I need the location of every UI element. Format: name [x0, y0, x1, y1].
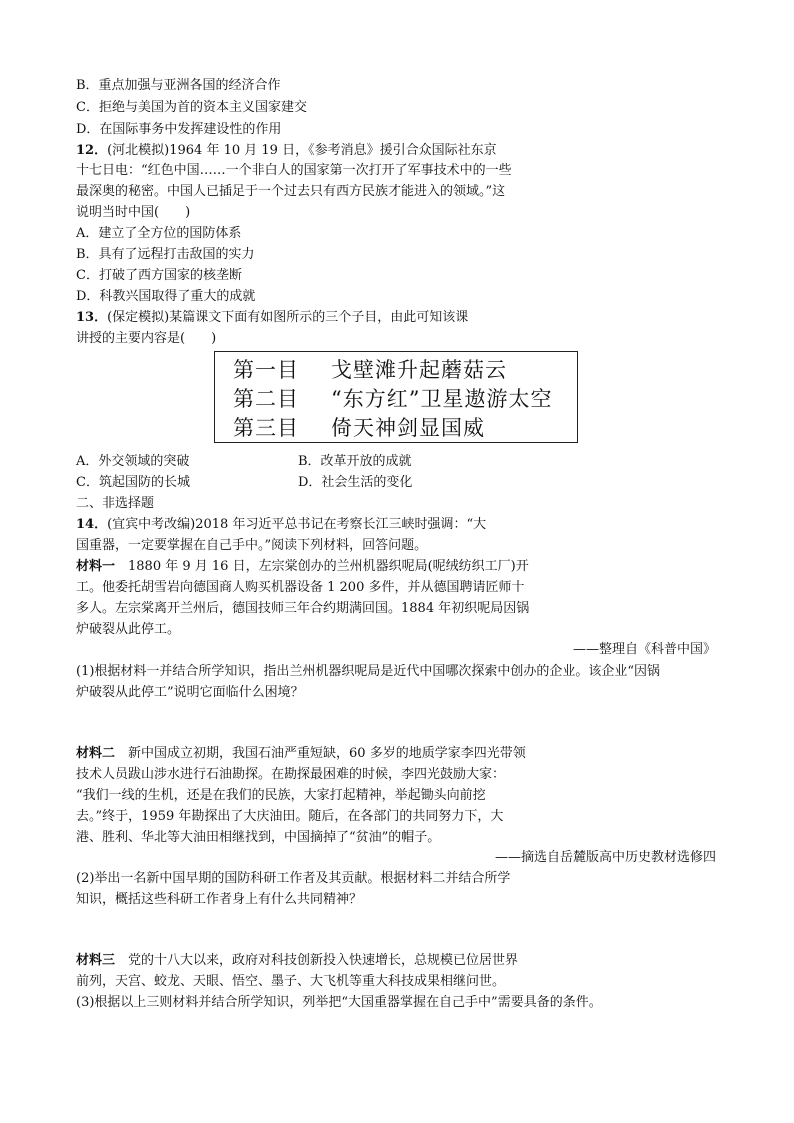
q11-option-d: D．在国际事务中发挥建设性的作用 — [76, 122, 282, 137]
q13-stem-line-1 — [76, 308, 468, 328]
q12-option-c: C．打破了西方国家的核垄断 — [76, 268, 242, 283]
part-3-question: (3)根据以上三则材料并结合所学知识，列举把“大国重器掌握在自己手中”需要具备的条件。 — [76, 995, 602, 1010]
q11-option-b: B．重点加强与亚洲各国的经济合作 — [76, 78, 281, 93]
q12-stem-text: (河北模拟)1964 年 10 月 19 日，《参考消息》援引合众国际社东京 — [107, 143, 497, 158]
q11-option-c: C．拒绝与美国为首的资本主义国家建交 — [76, 100, 307, 115]
q12-option-a: A．建立了全方位的国防体系 — [76, 226, 242, 241]
q12-option-b: B．具有了远程打击敌国的实力 — [76, 247, 255, 262]
q12-stem-line-1 — [76, 141, 497, 161]
material-2-label: 材料二 — [76, 746, 116, 761]
material-3-label: 材料三 — [76, 953, 116, 968]
material-2-source: ——摘选自岳麓版高中历史教材选修四 — [494, 850, 716, 865]
material-1-text: 1880 年 9 月 16 日，左宗棠创办的兰州机器织呢局(呢绒纺织工厂)开 — [115, 559, 529, 574]
material-2-line-1 — [76, 744, 526, 764]
q12-number: 12． — [76, 143, 108, 158]
figure-row-1 — [233, 356, 507, 384]
material-1-source: ——整理自《科普中国》 — [572, 642, 716, 657]
material-1-line-3: 多人。左宗棠离开兰州后，德国技师三年合约期满回国。1884 年初织呢局因锅 — [76, 601, 530, 616]
material-3-text: 党的十八大以来，政府对科技创新投入快速增长，总规模已位居世界 — [115, 953, 519, 968]
material-1-line-2: 工。他委托胡雪岩向德国商人购买机器设备 1 200 多件，并从德国聘请匠师十 — [76, 580, 525, 595]
q12-stem-line-4: 说明当时中国( ) — [76, 205, 191, 220]
part-1-question-line-2: 炉破裂从此停工”说明它面临什么困境？ — [76, 685, 304, 700]
q14-stem-line-1 — [76, 515, 486, 535]
material-1-line-1 — [76, 557, 529, 577]
material-1-label: 材料一 — [76, 559, 116, 574]
section-heading: 二、非选择题 — [76, 496, 155, 511]
figure-row-3 — [233, 414, 485, 442]
figure-row-label: 第一目 — [233, 358, 299, 382]
part-1-question-line-1: (1)根据材料一并结合所学知识，指出兰州机器织呢局是近代中国哪次探索中创办的企业。该企业“因锅 — [76, 664, 661, 679]
q12-stem-line-2: 十七日电：“红色中国……一个非白人的国家第一次打开了军事技术中的一些 — [76, 163, 512, 178]
figure-row-2 — [233, 385, 552, 413]
figure-row-text: “东方红”卫星遨游太空 — [331, 387, 553, 411]
figure-row-text: 倚天神剑显国威 — [331, 416, 485, 440]
figure-row-label: 第二目 — [233, 387, 299, 411]
q14-stem-text: (宜宾中考改编)2018 年习近平总书记在考察长江三峡时强调：“大 — [107, 517, 487, 532]
material-1-line-4: 炉破裂从此停工。 — [76, 622, 181, 637]
q12-stem-line-3: 最深奥的秘密。中国人已插足于一个过去只有西方民族才能进入的领域。”这 — [76, 184, 506, 199]
q13-option-a: A．外交领域的突破 — [76, 454, 190, 469]
q13-option-b: B．改革开放的成就 — [298, 454, 412, 469]
figure-row-text: 戈壁滩升起蘑菇云 — [331, 358, 507, 382]
part-2-question-line-2: 知识，概括这些科研工作者身上有什么共同精神？ — [76, 892, 363, 907]
material-2-line-2: 技术人员跋山涉水进行石油勘探。在勘探最困难的时候，李四光鼓励大家： — [76, 767, 506, 782]
q13-option-d: D．社会生活的变化 — [298, 475, 413, 490]
q12-option-d: D．科教兴国取得了重大的成就 — [76, 289, 256, 304]
material-2-line-3: “我们一线的生机，还是在我们的民族，大家打起精神，举起锄头向前挖 — [76, 788, 486, 803]
material-3-line-2: 前列，天宫、蛟龙、天眼、悟空、墨子、大飞机等重大科技成果相继问世。 — [76, 974, 506, 989]
material-2-text: 新中国成立初期，我国石油严重短缺，60 多岁的地质学家李四光带领 — [115, 746, 526, 761]
q13-stem-text: (保定模拟)某篇课文下面有如图所示的三个子目，由此可知该课 — [107, 310, 469, 325]
figure-row-label: 第三目 — [233, 416, 299, 440]
q13-figure-box — [214, 351, 578, 443]
material-2-line-4: 去。”终于，1959 年勘探出了大庆油田。随后，在各部门的共同努力下，大 — [76, 809, 504, 824]
material-3-line-1 — [76, 951, 518, 971]
q13-stem-line-2: 讲授的主要内容是( ) — [76, 331, 217, 346]
material-2-line-5: 港、胜利、华北等大油田相继找到，中国摘掉了“贫油”的帽子。 — [76, 830, 441, 845]
q14-number: 14． — [76, 517, 108, 532]
q13-option-c: C．筑起国防的长城 — [76, 475, 190, 490]
q13-number: 13． — [76, 310, 108, 325]
part-2-question-line-1: (2)举出一名新中国早期的国防科研工作者及其贡献。根据材料二并结合所学 — [76, 871, 511, 886]
q14-stem-line-2: 国重器，一定要掌握在自己手中。”阅读下列材料，回答问题。 — [76, 538, 428, 553]
